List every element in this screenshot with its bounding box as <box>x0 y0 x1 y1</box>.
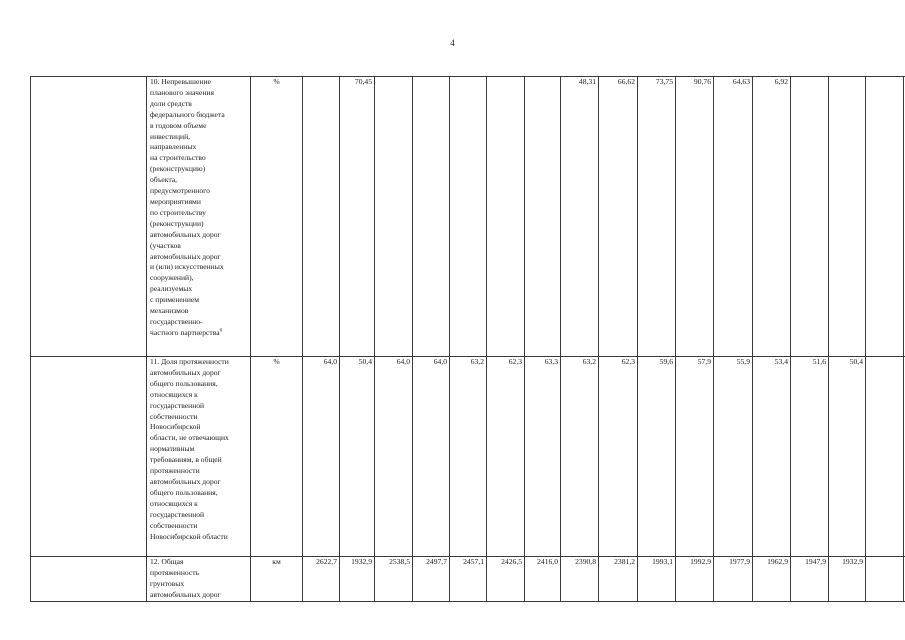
empty-cell <box>866 557 904 602</box>
value-cell <box>525 77 561 357</box>
footnote-marker: 6 <box>219 328 223 334</box>
value-cell <box>791 77 829 357</box>
value-cell: 53,4 <box>753 357 791 557</box>
indicator-name-line: и (или) искусственных <box>150 262 224 272</box>
indicator-name-line: собственности <box>150 520 198 530</box>
value-cell: 70,45 <box>340 77 375 357</box>
indicator-name-line: автомобильных дорог <box>150 476 221 486</box>
value-cell: 2622,7 <box>303 557 340 602</box>
indicator-name-line: механизмов <box>150 306 189 316</box>
value-cell: 2390,8 <box>561 557 599 602</box>
indicator-name-line: 12. Общая <box>150 557 184 566</box>
indicator-name-line: федерального бюджета <box>150 109 225 119</box>
indicator-name-line: (участков <box>150 240 181 250</box>
value-cell: 2426,5 <box>487 557 525 602</box>
value-cell <box>303 77 340 357</box>
empty-cell <box>31 557 147 602</box>
value-cell: 64,0 <box>303 357 340 557</box>
value-cell: 64,63 <box>714 77 753 357</box>
value-cell: 2381,2 <box>599 557 638 602</box>
indicator-name-line: относящихся к <box>150 498 198 508</box>
indicator-name-line: объекта, <box>150 175 178 185</box>
indicator-name-line: сооружений), <box>150 273 194 283</box>
indicator-name <box>147 77 251 357</box>
value-cell: 62,3 <box>487 357 525 557</box>
indicator-name-line: собственности <box>150 411 198 421</box>
value-cell: 63,2 <box>450 357 487 557</box>
value-cell: 66,62 <box>599 77 638 357</box>
indicator-name-line: общего пользования, <box>150 487 218 497</box>
value-cell: 1993,1 <box>638 557 676 602</box>
indicator-name <box>147 357 251 557</box>
indicator-name-line: доли средств <box>150 98 192 108</box>
value-cell: 6,92 <box>753 77 791 357</box>
value-cell: 63,3 <box>525 357 561 557</box>
value-cell: 55,9 <box>714 357 753 557</box>
indicator-name-line: автомобильных дорог <box>150 367 221 377</box>
table-row <box>31 557 905 602</box>
indicator-name-line: мероприятиями <box>150 196 201 206</box>
value-cell: 1947,9 <box>791 557 829 602</box>
empty-cell <box>866 77 904 357</box>
unit-cell: % <box>251 357 303 557</box>
indicator-name-line: Новосибирской области <box>150 531 228 541</box>
value-cell: 1977,9 <box>714 557 753 602</box>
indicator-name-line: относящихся к <box>150 389 198 399</box>
indicator-name-line: грунтовых <box>150 578 185 588</box>
page-number: 4 <box>450 38 455 48</box>
indicator-name-line: государственной <box>150 509 205 519</box>
value-cell <box>829 77 866 357</box>
indicator-name-line: направленных <box>150 142 197 152</box>
value-cell: 64,0 <box>413 357 450 557</box>
indicator-name-line: требованиям, в общей <box>150 455 222 465</box>
empty-cell <box>31 357 147 557</box>
value-cell: 50,4 <box>340 357 375 557</box>
value-cell: 50,4 <box>829 357 866 557</box>
indicator-name-line: автомобильных дорог <box>150 589 221 599</box>
value-cell: 48,31 <box>561 77 599 357</box>
indicator-name-line: реализуемых <box>150 284 193 294</box>
value-cell: 2497,7 <box>413 557 450 602</box>
indicator-name-line: автомобильных дорог <box>150 251 221 261</box>
indicator-name-line: с применением <box>150 295 200 305</box>
indicator-name-line: протяженность <box>150 567 200 577</box>
value-cell: 62,3 <box>599 357 638 557</box>
indicator-name-line: государственной <box>150 400 205 410</box>
table-row <box>31 357 905 557</box>
indicator-name-line: 10. Непревышение <box>150 77 211 86</box>
value-cell: 1932,9 <box>829 557 866 602</box>
indicator-name-line: предусмотренного <box>150 186 210 196</box>
value-cell: 64,0 <box>375 357 413 557</box>
value-cell: 63,2 <box>561 357 599 557</box>
indicator-name-line: государственно- <box>150 316 203 326</box>
unit-cell: км <box>251 557 303 602</box>
indicator-name-line: частного партнерства <box>150 327 220 337</box>
value-cell <box>487 77 525 357</box>
value-cell: 51,6 <box>791 357 829 557</box>
indicator-name-line: Новосибирской <box>150 422 201 432</box>
value-cell <box>450 77 487 357</box>
indicator-name-line: на строительство <box>150 153 206 163</box>
value-cell: 1992,9 <box>676 557 714 602</box>
indicators-table <box>30 76 905 602</box>
value-cell: 2416,0 <box>525 557 561 602</box>
table-row <box>31 77 905 357</box>
empty-cell <box>31 77 147 357</box>
value-cell: 73,75 <box>638 77 676 357</box>
value-cell: 1962,9 <box>753 557 791 602</box>
indicator-name-line: инвестиций, <box>150 131 191 141</box>
indicator-name-line: автомобильных дорог <box>150 229 221 239</box>
indicator-name-line: 11. Доля протяженности <box>150 357 229 366</box>
value-cell: 59,6 <box>638 357 676 557</box>
indicator-name-line: области, не отвечающих <box>150 433 229 443</box>
value-cell: 90,76 <box>676 77 714 357</box>
indicators-table-body <box>31 77 905 602</box>
indicator-name <box>147 557 251 602</box>
indicator-name-line: (реконструкции) <box>150 218 204 228</box>
value-cell: 2457,1 <box>450 557 487 602</box>
indicator-name-line: в годовом объеме <box>150 120 207 130</box>
indicator-name-line: нормативным <box>150 444 195 454</box>
value-cell: 2538,5 <box>375 557 413 602</box>
empty-cell <box>866 357 904 557</box>
indicator-name-line: протяженности <box>150 466 200 476</box>
indicator-name-line: по строительству <box>150 207 206 217</box>
value-cell: 1932,9 <box>340 557 375 602</box>
indicator-name-line: общего пользования, <box>150 378 218 388</box>
unit-cell: % <box>251 77 303 357</box>
value-cell: 57,9 <box>676 357 714 557</box>
indicator-name-line: планового значения <box>150 87 214 97</box>
value-cell <box>375 77 413 357</box>
value-cell <box>413 77 450 357</box>
indicator-name-line: (реконструкцию) <box>150 164 206 174</box>
